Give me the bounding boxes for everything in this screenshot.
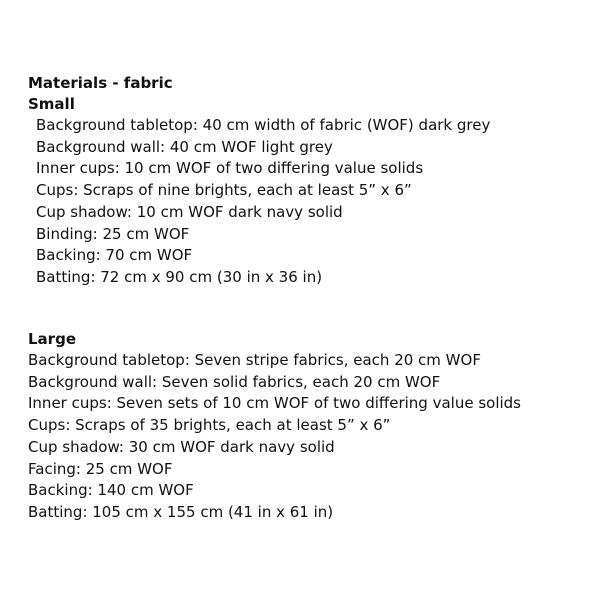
list-item: Background wall: Seven solid fabrics, each 20 cm WOF	[28, 372, 441, 391]
large-materials-list	[28, 350, 521, 524]
list-item: Background tabletop: 40 cm width of fabric (WOF) dark grey	[36, 116, 491, 134]
list-item: Cup shadow: 10 cm WOF dark navy solid	[36, 202, 343, 221]
large-heading: Large	[28, 330, 76, 348]
small-heading: Small	[28, 95, 75, 113]
list-item: Background wall: 40 cm WOF light grey	[36, 137, 333, 156]
small-materials-list	[36, 115, 490, 289]
list-item: Background tabletop: Seven stripe fabrics, each 20 cm WOF	[28, 351, 481, 369]
list-item: Backing: 70 cm WOF	[36, 246, 193, 265]
list-item: Batting: 72 cm x 90 cm (30 in x 36 in)	[36, 267, 323, 286]
list-item: Backing: 140 cm WOF	[28, 481, 194, 500]
list-item: Inner cups: Seven sets of 10 cm WOF of two differing value solids	[28, 394, 522, 413]
list-item: Batting: 105 cm x 155 cm (41 in x 61 in)	[28, 502, 334, 521]
list-item: Inner cups: 10 cm WOF of two differing value solids	[36, 159, 424, 178]
list-item: Facing: 25 cm WOF	[28, 459, 173, 478]
list-item: Binding: 25 cm WOF	[36, 224, 190, 243]
list-item: Cups: Scraps of nine brights, each at least 5” x 6”	[36, 181, 412, 200]
list-item: Cup shadow: 30 cm WOF dark navy solid	[28, 437, 335, 456]
section-title: Materials - fabric	[28, 74, 173, 92]
list-item: Cups: Scraps of 35 brights, each at least 5” x 6”	[28, 416, 391, 435]
